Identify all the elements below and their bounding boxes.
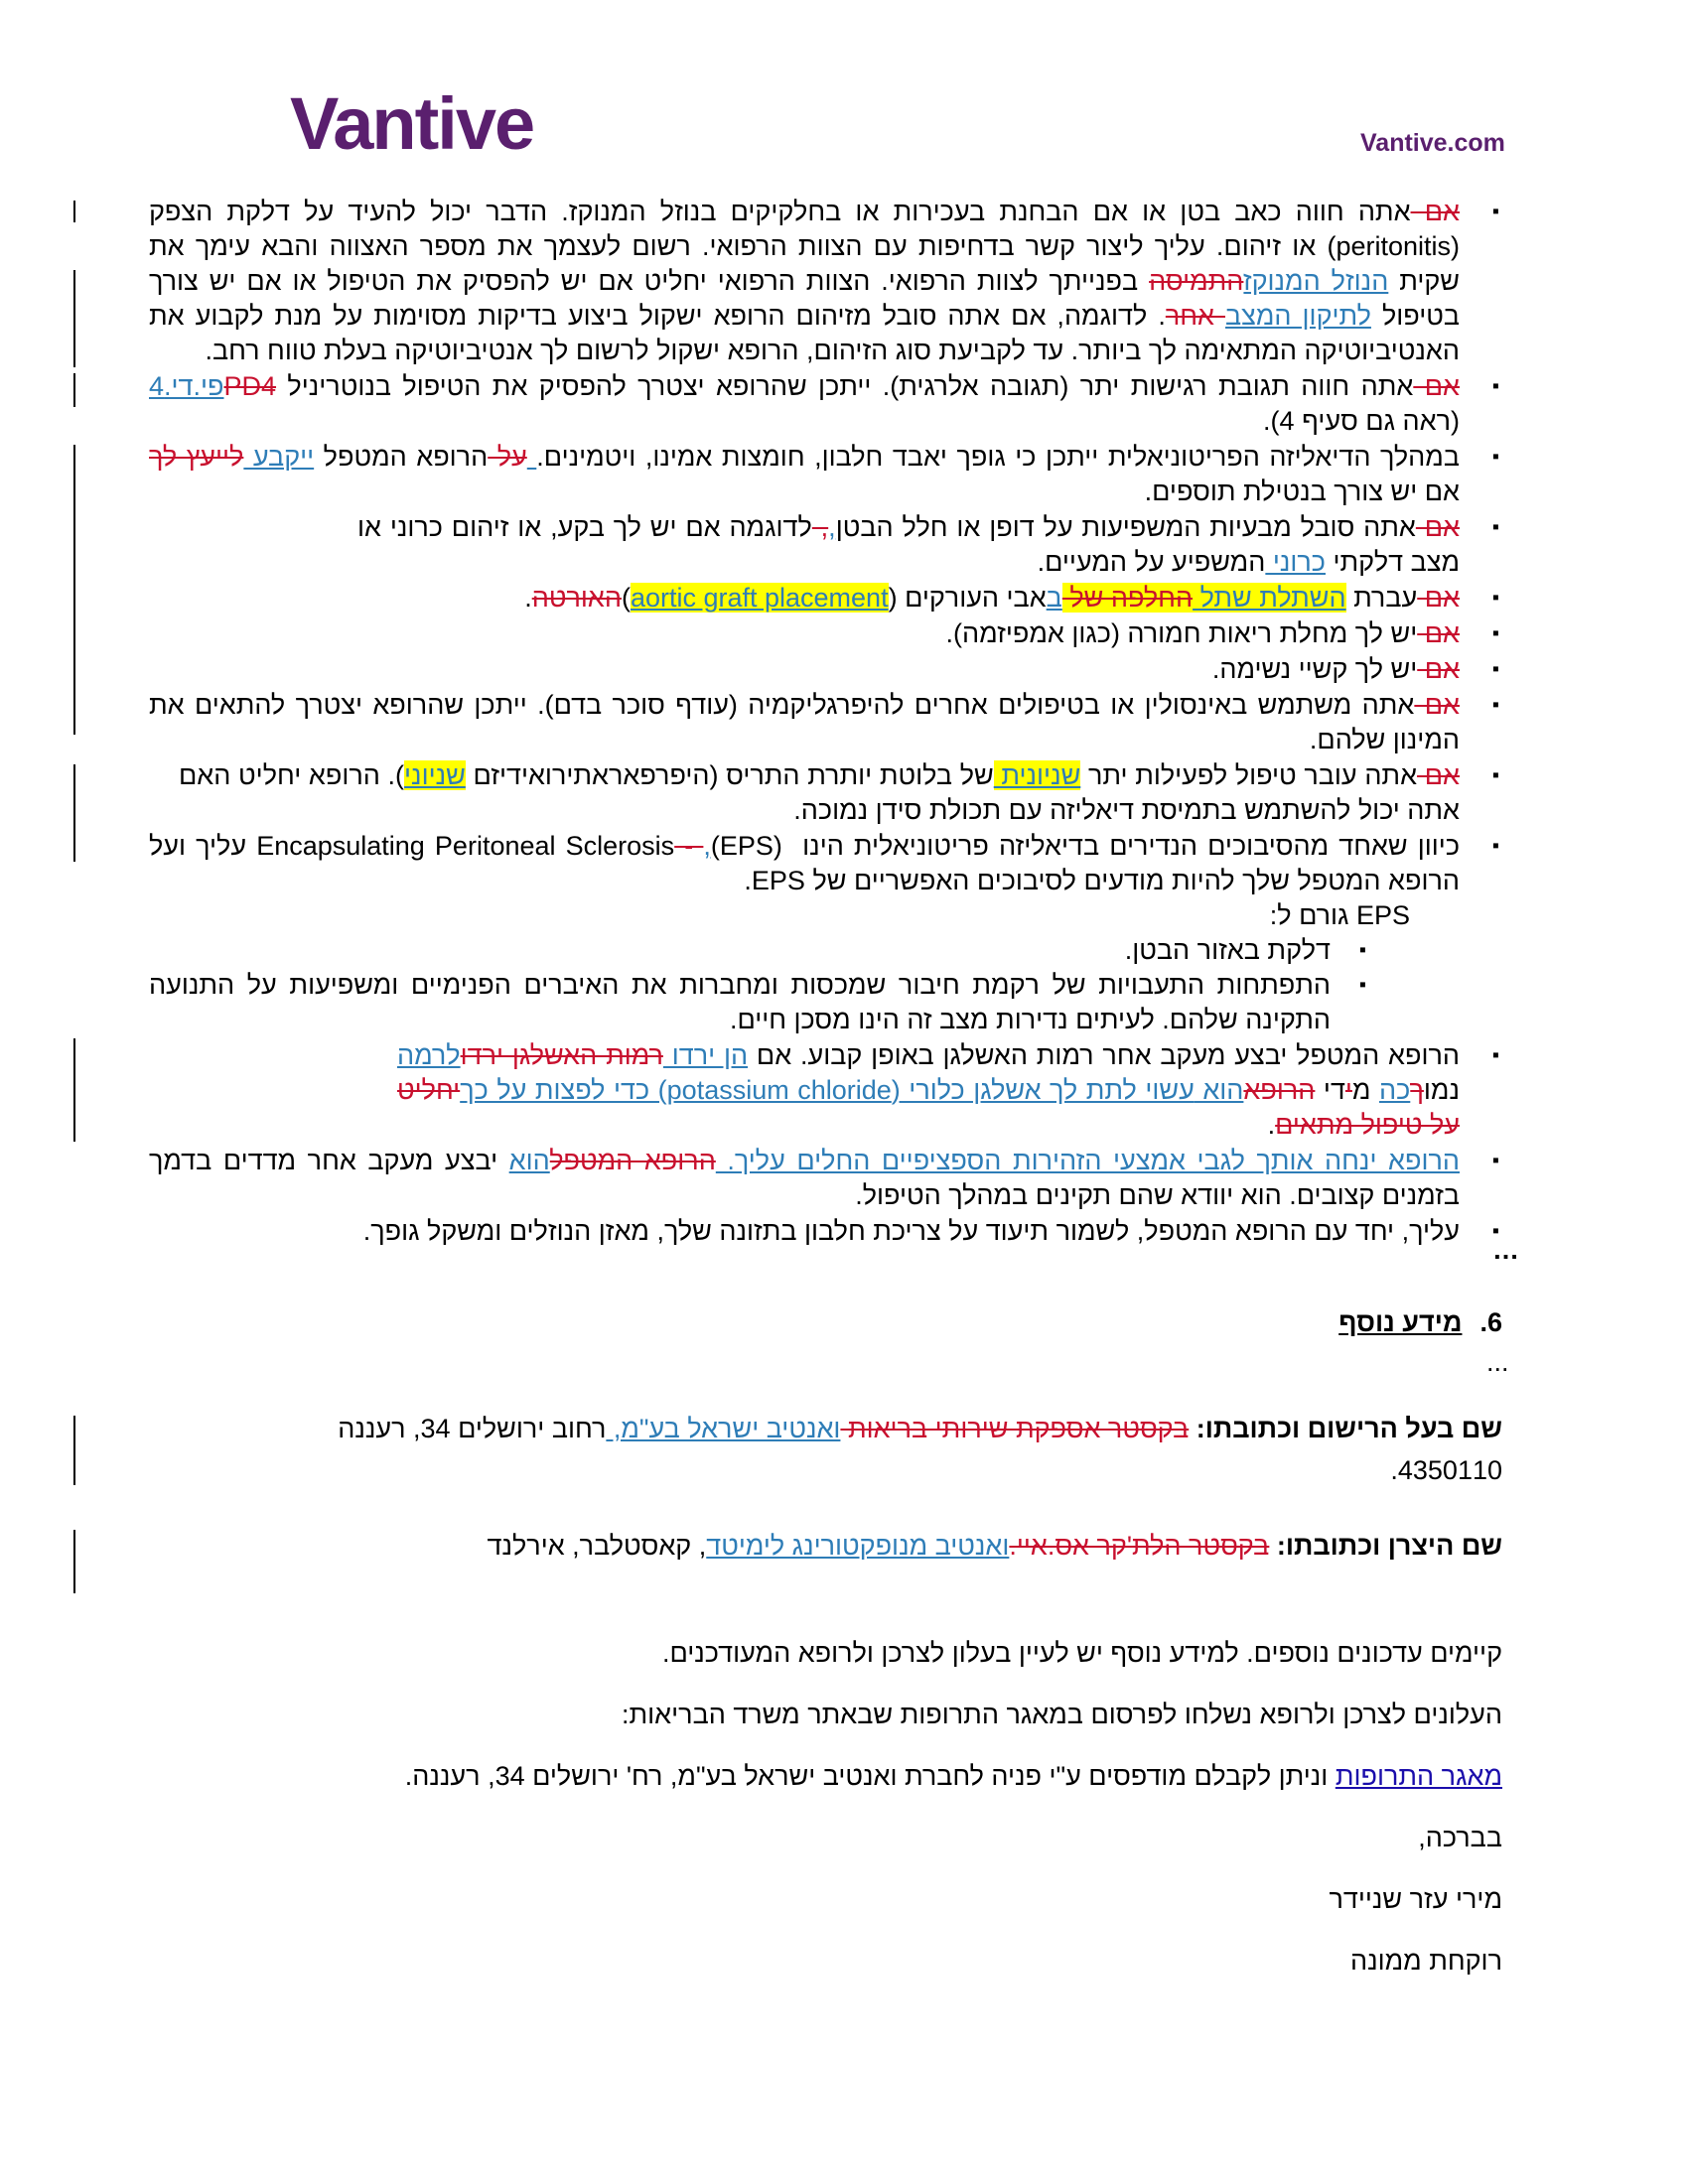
- deleted-text: בקסטר אספקת שירותי בריאות: [840, 1414, 1190, 1443]
- item-text: אתה חווה כאב בטן או אם הבחנת בעכירות או בחלקיקים בנוזל המנוקז. הדבר יכול להעיד על דלקת הצפק (peritonitis) או זיהום. עליך ליצור קשר בדחיפות עם הצוות הרפואי. רשום לעצמך את מספר האצווה והבא עימך את שקית: [149, 197, 1460, 296]
- inserted-text: עשוי לתת לך אשלגן כלורי (potassium chloride) כדי לפצות על כך: [460, 1075, 1195, 1105]
- deleted-text: אם: [1410, 197, 1460, 226]
- inserted-text: ,: [828, 512, 836, 542]
- deleted-text: אם: [1415, 512, 1460, 542]
- document-body: [149, 195, 1502, 1250]
- item-text: אתה עובר טיפול לפעילות יתר: [1080, 760, 1418, 790]
- deleted-text: PD4: [223, 371, 277, 401]
- item-text: המשפיע על המעיים.: [1037, 547, 1266, 577]
- item-text: הרופא המטפל יבצע מעקב אחר רמות האשלגן באופן קבוע. אם: [748, 1040, 1460, 1070]
- list-item: [149, 1038, 1502, 1143]
- ellipsis: ...: [1486, 1347, 1509, 1377]
- deleted-text: האורטה: [531, 583, 622, 613]
- registration-label: שם בעל הרישום וכתובתו:: [1196, 1414, 1502, 1443]
- item-text: עליך ועל הרופא המטפל שלך להיות מודעים לסיבוכים האפשריים של EPS.: [149, 831, 1460, 895]
- deleted-text: החלפה של: [1061, 583, 1194, 613]
- item-text: Encapsulating Peritoneal Sclerosis: [256, 831, 675, 861]
- item-text: אבי העורקים (: [888, 583, 1047, 613]
- list-item: [149, 581, 1502, 615]
- item-text: . לדוגמה, אם אתה סובל מזיהום הרופא ישקול ביצוע בדיקות מסוימות על מנת לקבוע את האנטיביוטיקה המתאימה לך ביותר. עד לקביעת סוג הזיהום, הרופא ישקול לרשום לך אנטיביוטיקה בעלת טווח רחב.: [149, 301, 1460, 365]
- item-text: (EPS): [710, 831, 793, 861]
- manufacturer: [488, 1525, 1503, 1567]
- item-text: ). הרופא יחליט האם אתה יכול להשתמש בתמיסת דיאליזה עם תכולת סידן נמוכה.: [179, 760, 1460, 825]
- inserted-text: ב: [1046, 583, 1062, 613]
- deleted-text: אם: [1417, 760, 1460, 790]
- item-text: הרופא המטפל: [314, 442, 489, 472]
- change-bar: [73, 584, 75, 735]
- inserted-text: ואנטיב מנופקטורינג לימיטד: [706, 1531, 1010, 1561]
- change-bar: [73, 373, 75, 407]
- deleted-text: רמות האשלגן ירדו: [460, 1040, 663, 1070]
- item-text: יש לך מחלת ריאות חמורה (כגון אמפיזמה).: [945, 618, 1418, 648]
- deleted-text: -: [674, 831, 704, 861]
- inserted-text: [527, 442, 537, 472]
- item-text: נמו: [1423, 1075, 1460, 1105]
- list-item: [149, 510, 1502, 580]
- inserted-text: פי.די.4: [149, 371, 224, 401]
- item-text: יבצע מעקב אחר מדדים בדמך בזמנים קצובים. הוא יוודא שהם תקינים במהלך הטיפול.: [149, 1146, 1460, 1210]
- change-bar: [73, 830, 75, 862]
- inserted-text: שניוני: [404, 760, 466, 790]
- item-text: עליך, יחד עם הרופא המטפל, לשמור תיעוד על צריכת חלבון בתזונה שלך, מאזן הנוזלים ומשקל גופך.: [362, 1216, 1460, 1246]
- deleted-text: י: [1344, 1075, 1352, 1105]
- inserted-text: לתיקון המצב: [1225, 301, 1371, 331]
- change-bar: [73, 1530, 75, 1593]
- inserted-text: הרופא ינחה אותך לגבי אמצעי הזהירות הספציפיים החלים עליך.: [715, 1146, 1460, 1175]
- drug-database-link[interactable]: מאגר התרופות: [1335, 1761, 1502, 1791]
- logo-wordmark: Vantive: [290, 91, 534, 161]
- section-title: מידע נוסף: [1338, 1307, 1463, 1337]
- deleted-text: בקסטר הלת'קר אס.איי.: [1009, 1531, 1270, 1561]
- item-text: עברת: [1345, 583, 1418, 613]
- inserted-text: כרוני: [1265, 547, 1326, 577]
- vantive-logo: [290, 91, 588, 161]
- deleted-text: יחליט על טיפול מתאים: [397, 1075, 1460, 1140]
- precautions-list: [149, 195, 1502, 1249]
- deleted-text: ,: [811, 512, 829, 542]
- change-bar: [73, 514, 75, 586]
- change-bar: [73, 445, 75, 516]
- section-number: 6.: [1479, 1307, 1502, 1337]
- footer-paragraph: קיימים עדכונים נוספים. למידע נוסף יש לעיין בעלון לצרכן ולרופא המעודכנים.: [661, 1638, 1502, 1668]
- deleted-text: אם: [1417, 583, 1460, 613]
- deleted-text: לייעץ לך: [149, 442, 244, 472]
- list-item: [149, 616, 1502, 651]
- signer-name: מירי עזר שניידר: [1329, 1884, 1502, 1914]
- item-text: (ראה גם סעיף 4).: [1263, 406, 1460, 436]
- inserted-text: השתלת שתל: [1193, 583, 1346, 613]
- ellipsis: …: [1492, 1235, 1519, 1265]
- deleted-text: ך: [1410, 1075, 1424, 1105]
- item-text: ): [621, 583, 631, 613]
- inserted-text: ואנטיב ישראל בע"מ,: [606, 1414, 841, 1443]
- deleted-text: התמיסה: [1149, 266, 1244, 296]
- item-text: של בלוטת יותרת התריס (היפרפאראתירואידיזם: [465, 760, 994, 790]
- greeting: בברכה,: [1418, 1823, 1502, 1852]
- deleted-text: אם: [1413, 371, 1460, 401]
- list-item: ▪ דלקת באזור הבטן.: [149, 933, 1370, 968]
- inserted-text: לרמה: [397, 1040, 461, 1070]
- item-text: מ: [1351, 1075, 1379, 1105]
- list-item: [149, 688, 1502, 757]
- deleted-text: אם: [1417, 618, 1460, 648]
- change-bar: [73, 1416, 75, 1485]
- inserted-text: aortic graft placement: [630, 583, 889, 613]
- item-text: אתה סובל מבעיות המשפיעות על דופן או חלל הבטן: [835, 512, 1416, 542]
- footer-paragraph: [405, 1755, 1502, 1797]
- inserted-text: הוא: [1194, 1075, 1244, 1105]
- footer-paragraph: העלונים לצרכן ולרופא נשלחו לפרסום במאגר התרופות שבאתר משרד הבריאות:: [622, 1700, 1502, 1729]
- inserted-text: ייקבע: [243, 442, 315, 472]
- deleted-text: אם: [1414, 690, 1460, 720]
- manufacturer-label: שם היצרן וכתובתו:: [1276, 1531, 1502, 1561]
- list-item: [149, 758, 1502, 828]
- deleted-text: הרופא: [1243, 1075, 1316, 1105]
- inserted-text: ,: [703, 831, 711, 861]
- item-text: די: [1315, 1075, 1345, 1105]
- deleted-text: אחר: [1165, 301, 1225, 331]
- item-text: בפנייתך לצוות הרפואי. הצוות הרפואי יחליט אם יש להפסיק את הטיפול או אם יש צורך בטיפול: [149, 266, 1460, 331]
- section-heading: [1338, 1307, 1502, 1338]
- deleted-text: על: [488, 442, 527, 472]
- item-text: במהלך הדיאליזה הפריטוניאלית ייתכן כי גופך יאבד חלבון, חומצות אמינו, ויטמינים.: [536, 442, 1460, 472]
- item-text: אתה חווה תגובת רגישות יתר (תגובה אלרגית). ייתכן שהרופא יצטרך להפסיק את הטיפול בנוטריניל: [276, 371, 1414, 401]
- list-item: [149, 195, 1502, 368]
- change-bar: [73, 1104, 75, 1142]
- registration-holder: [271, 1408, 1502, 1491]
- deleted-text: הרופא המטפל: [549, 1146, 716, 1175]
- change-bar: [73, 270, 75, 367]
- inserted-text: כה: [1379, 1075, 1411, 1105]
- change-bar: [73, 201, 75, 222]
- inserted-text: הוא: [508, 1146, 550, 1175]
- item-text: יש לך קשיי נשימה.: [1211, 654, 1418, 684]
- eps-sublist: [149, 933, 1460, 1037]
- list-item: [149, 1144, 1502, 1213]
- registration-address: רחוב ירושלים 34, רעננה 4350110.: [338, 1414, 1502, 1485]
- item-text: אם יש צורך בנטילת תוספים.: [1144, 477, 1460, 506]
- signer-role: רוקחת ממונה: [1349, 1946, 1502, 1976]
- site-url: Vantive.com: [1360, 129, 1505, 157]
- manufacturer-address: , קאסטלבר, אירלנד: [487, 1531, 707, 1561]
- deleted-text: אם: [1417, 654, 1460, 684]
- list-item: [149, 652, 1502, 687]
- list-item: [149, 1214, 1502, 1249]
- inserted-text: שניונית: [993, 760, 1081, 790]
- item-text: .: [1267, 1110, 1276, 1140]
- list-item: [149, 369, 1502, 439]
- item-text: אתה משתמש באינסולין או בטיפולים אחרים להיפרגליקמיה (עודף סוכר בדם). ייתכן שהרופא יצטרך להתאים את המינון שלהם.: [149, 690, 1460, 754]
- list-item: [149, 829, 1502, 1037]
- eps-heading: EPS גורם ל:: [1269, 900, 1410, 930]
- item-text: כיוון שאחד מהסיבוכים הנדירים בדיאליזה פריטוניאלית הינו: [792, 831, 1460, 861]
- list-item: [149, 440, 1502, 509]
- inserted-text: הן ירדו: [662, 1040, 749, 1070]
- item-text: .: [524, 583, 532, 613]
- list-item: ▪ התפתחות התעבויות של רקמת חיבור שמכסות ומחברות את האיברים הפנימיים ומשפיעות על התנועה התקינה שלהם. לעיתים נדירות מצב זה הינו מסכן חיים.: [149, 968, 1370, 1037]
- item-text: לדוגמה אם יש לך בקע, או זיהום כרוני או מצב דלקתי: [357, 512, 1460, 577]
- inserted-text: הנוזל המנוקז: [1243, 266, 1389, 296]
- footer-text: וניתן לקבלם מודפסים ע"י פניה לחברת ואנטיב ישראל בע"מ, רח' ירושלים 34, רעננה.: [404, 1761, 1336, 1791]
